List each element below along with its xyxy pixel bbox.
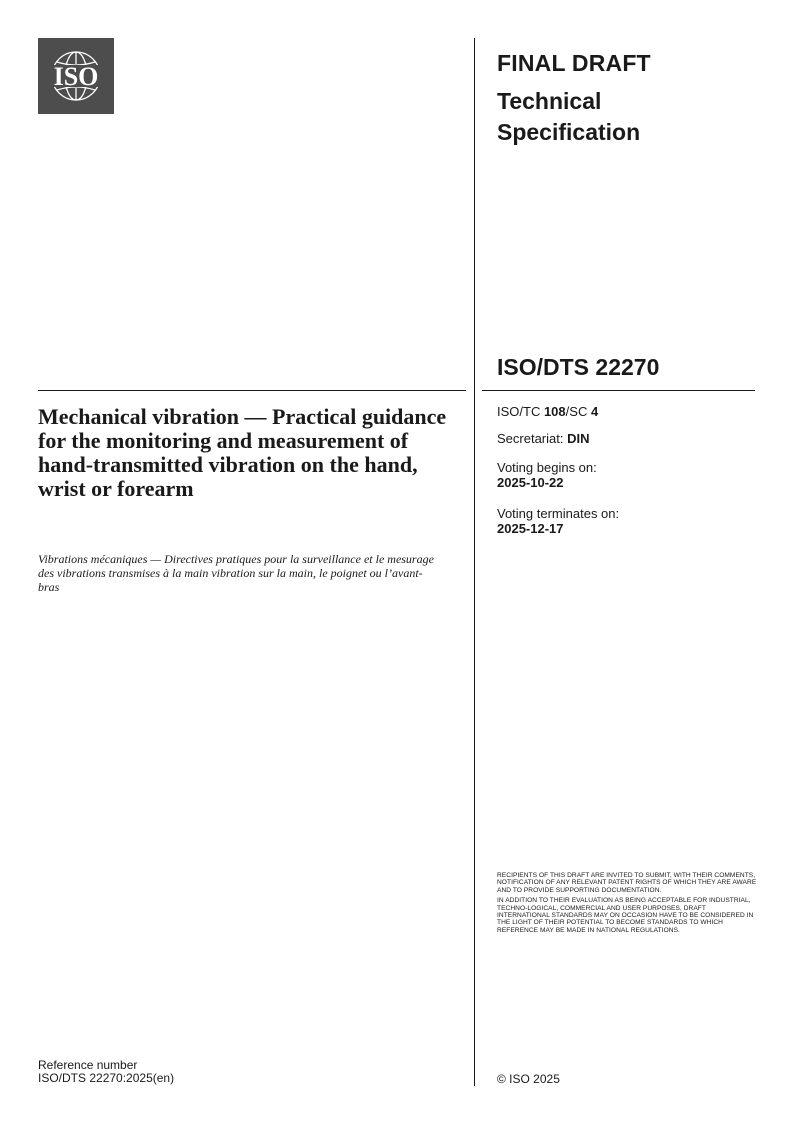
reference-number: ISO/DTS 22270:2025(en)	[38, 1071, 175, 1085]
voting-begins-date: 2025-10-22	[497, 475, 564, 490]
voting-terminates-label: Voting terminates on:	[497, 506, 620, 521]
column-divider	[474, 38, 475, 1086]
committee-tc: 108	[543, 404, 566, 419]
voting-begins	[497, 460, 747, 490]
secretariat-label: Secretariat:	[497, 431, 568, 446]
notice-paragraph-2: IN ADDITION TO THEIR EVALUATION AS BEING ACCEPTABLE FOR INDUSTRIAL, TECHNO-LOGICAL, COMMERCIAL AND USER PURPOSES, DRAFT INTERNATIONAL STANDARDS MAY ON OCCASION HAVE TO BE CONSIDERED IN THE LIGHT OF THEIR POTENTIAL TO BECOME STANDARDS TO WHICH REFERENCE MAY BE MADE IN NATIONAL REGULATIONS.	[497, 897, 754, 934]
voting-terminates-date: 2025-12-17	[497, 521, 564, 536]
secretariat	[497, 431, 747, 446]
reference-label: Reference number	[38, 1058, 138, 1072]
voting-terminates	[497, 506, 747, 536]
voting-begins-label: Voting begins on:	[497, 460, 597, 475]
notice-paragraph-1: RECIPIENTS OF THIS DRAFT ARE INVITED TO SUBMIT, WITH THEIR COMMENTS, NOTIFICATION OF ANY RELEVANT PATENT RIGHTS OF WHICH THEY ARE AWARE AND TO PROVIDE SUPPORTING DOCUMENTATION.	[497, 872, 757, 894]
iso-logo-text: ISO	[53, 62, 99, 91]
committee-mid: /SC	[565, 404, 591, 419]
document-stage: FINAL DRAFT	[497, 50, 651, 76]
committee	[497, 404, 747, 419]
reference-block	[38, 1059, 174, 1085]
committee-prefix: ISO/TC	[497, 404, 544, 419]
secretariat-value: DIN	[567, 431, 590, 446]
iso-logo	[38, 38, 114, 114]
document-type: Technical Specification	[497, 88, 641, 145]
iso-globe-icon	[38, 38, 114, 114]
document-number: ISO/DTS 22270	[497, 354, 660, 380]
committee-sc: 4	[590, 404, 599, 419]
title-rule	[38, 390, 466, 391]
number-rule	[482, 390, 755, 391]
french-title: Vibrations mécaniques — Directives pratiques pour la surveillance et le mesurage des vibrations transmises à la main vibration sur la main, le poignet ou l’avant-bras	[38, 552, 434, 594]
copyright: © ISO 2025	[497, 1072, 560, 1086]
english-title: Mechanical vibration — Practical guidance for the monitoring and measurement of hand-transmitted vibration on the hand, wrist or forearm	[38, 404, 447, 501]
draft-notice	[497, 872, 757, 937]
